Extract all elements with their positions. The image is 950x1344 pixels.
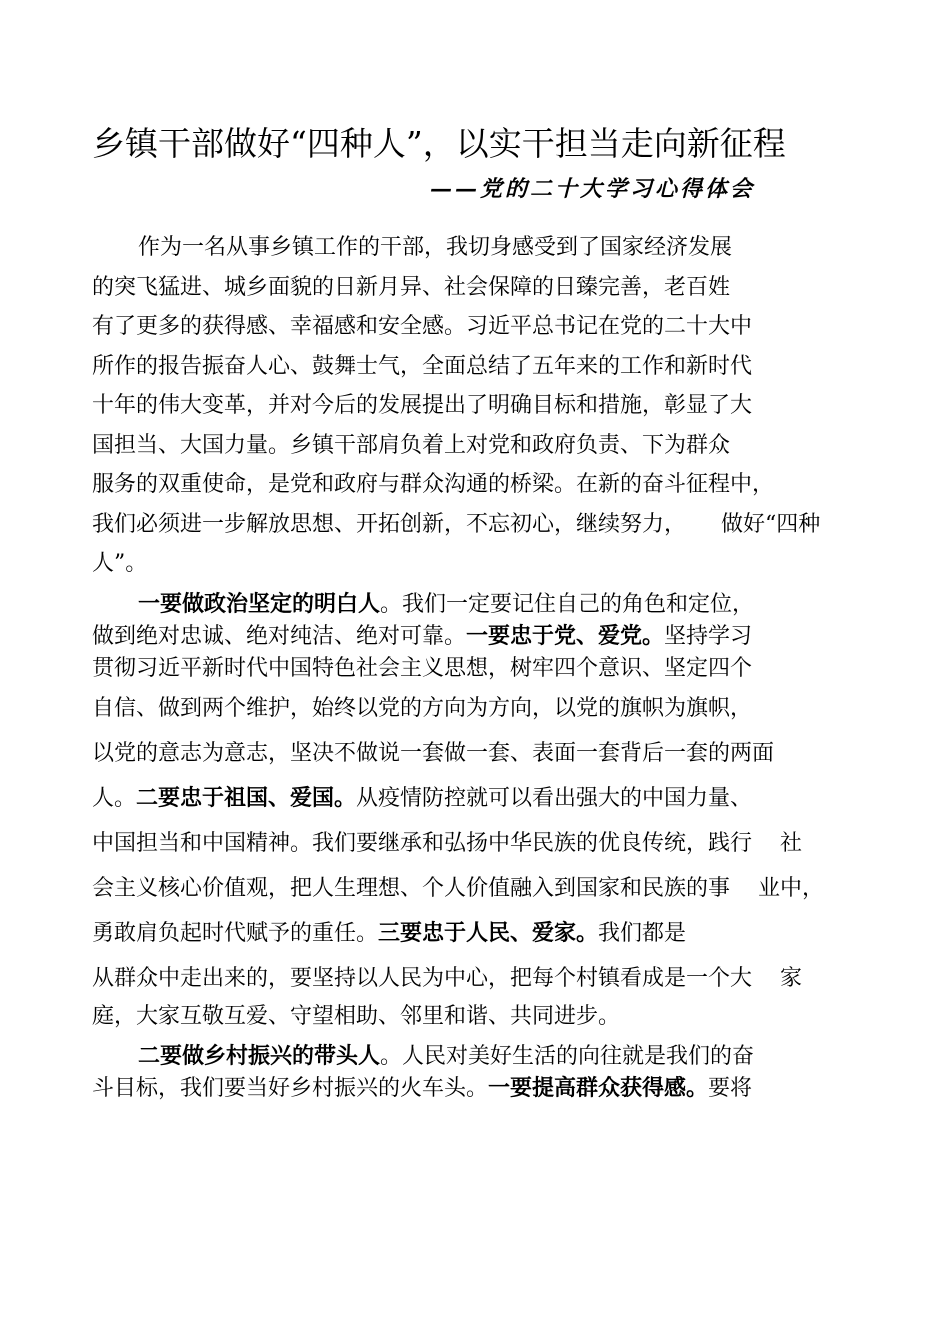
section1-text: 。我们一定要记住自己的角色和定位， (380, 592, 755, 617)
section1-line-1 (138, 588, 754, 622)
section1-text: 人。 (92, 786, 137, 811)
section1-line-3: 贯彻习近平新时代中国特色社会主义思想，树牢四个意识、坚定四个 (92, 656, 753, 681)
section1-line-6 (92, 782, 752, 816)
section1-point-heading: 二要忠于祖国、爱国。 (136, 786, 357, 811)
section1-point-heading: 三要忠于人民、爱家。 (378, 921, 599, 946)
intro-line: 我们必须进一步解放思想、开拓创新，不忘初心，继续努力， 做好“四种 (92, 511, 821, 537)
section2-text: 要将 (708, 1076, 753, 1101)
intro-paragraph (92, 228, 852, 584)
section1-line-10: 从群众中走出来的，要坚持以人民为中心，把每个村镇看成是一个大 家 (92, 966, 802, 991)
section2-point-heading: 一要提高群众获得感。 (488, 1076, 709, 1101)
section1-point-heading: 一要忠于党、爱党。 (466, 624, 665, 649)
intro-line: 十年的伟大变革，并对今后的发展提出了明确目标和措施，彰显了大 (92, 393, 753, 418)
document-subtitle: ——党的二十大学习心得体会 (430, 176, 756, 202)
section1-text: 勇敢肩负起时代赋予的重任。 (92, 921, 379, 946)
document-title: 乡镇干部做好“四种人”，以实干担当走向新征程 (92, 124, 786, 163)
intro-line: 服务的双重使命，是党和政府与群众沟通的桥梁。在新的奋斗征程中， (92, 472, 775, 497)
section2-text: 斗目标，我们要当好乡村振兴的火车头。 (92, 1076, 489, 1101)
section1-line-7: 中国担当和中国精神。我们要继承和弘扬中华民族的优良传统，践行 社 (92, 831, 802, 856)
section1-line-9 (92, 917, 686, 951)
intro-line: 作为一名从事乡镇工作的干部，我切身感受到了国家经济发展 (138, 235, 733, 260)
section2-text: 。人民对美好生活的向往就是我们的奋 (380, 1044, 755, 1069)
intro-line: 有了更多的获得感、幸福感和安全感。习近平总书记在党的二十大中 (92, 314, 753, 339)
section1-line-2 (92, 620, 752, 654)
section1-line-5: 以党的意志为意志，坚决不做说一套做一套、表面一套背后一套的两面 (92, 741, 775, 766)
intro-line: 人”。 (92, 551, 148, 576)
section1-line-8: 会主义核心价值观，把人生理想、个人价值融入到国家和民族的事 业中， (92, 876, 824, 901)
section1-heading: 一要做政治坚定的明白人 (138, 592, 381, 617)
intro-line: 国担当、大国力量。乡镇干部肩负着上对党和政府负责、下为群众 (92, 432, 731, 458)
section1-text: 做到绝对忠诚、绝对纯洁、绝对可靠。 (92, 624, 467, 649)
section1-text: 坚持学习 (664, 624, 753, 649)
intro-line: 的突飞猛进、城乡面貌的日新月异、社会保障的日臻完善，老百姓 (92, 274, 731, 300)
section1-line-11: 庭，大家互敬互爱、守望相助、邻里和谐、共同进步。 (92, 1004, 621, 1029)
section2-line-2 (92, 1072, 752, 1106)
section2-heading: 二要做乡村振兴的带头人 (138, 1044, 381, 1069)
section1-line-4: 自信、做到两个维护，始终以党的方向为方向，以党的旗帜为旗帜， (92, 696, 753, 721)
section1-text: 我们都是 (598, 921, 687, 946)
section1-text: 从疫情防控就可以看出强大的中国力量、 (356, 786, 753, 811)
intro-line: 所作的报告振奋人心、鼓舞士气，全面总结了五年来的工作和新时代 (92, 353, 753, 379)
section2-line-1 (138, 1040, 754, 1074)
